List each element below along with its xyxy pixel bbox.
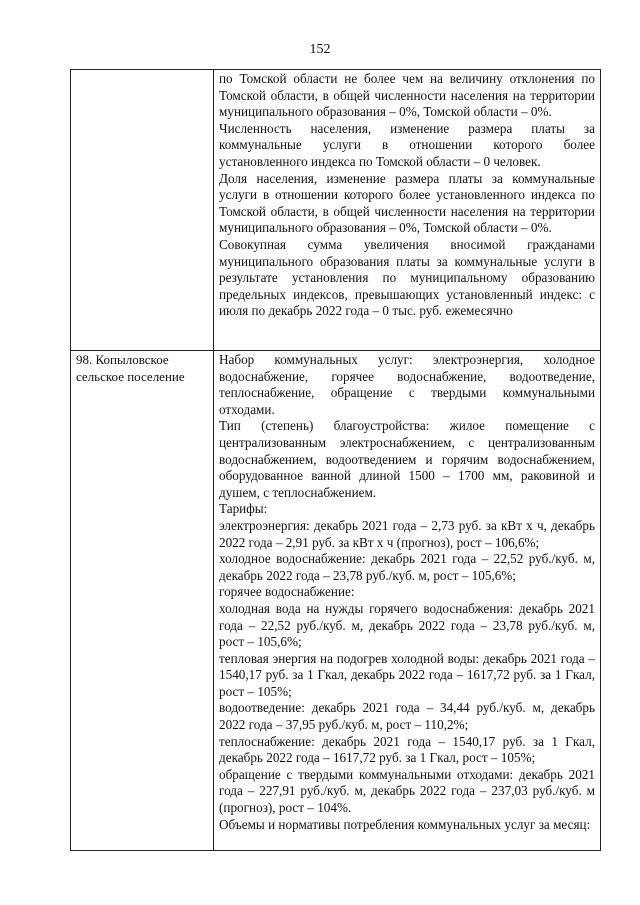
paragraph: Тип (степень) благоустройства: жилое помещение с централизованным электроснабжением, с централизованным водоснабжением, водоотведением и горячим водоснабжением, оборудованное ванной длиной 1500 – 1700 мм, раковиной и душем, с теплоснабжением.	[219, 418, 595, 500]
document-table	[70, 69, 601, 851]
paragraph: Численность населения, изменение размера платы за коммунальные услуги в отношении которого более установленного индекса по Томской области – 0 человек.	[219, 120, 595, 169]
table-row	[71, 70, 601, 351]
paragraph: холодная вода на нужды горячего водоснабжения: декабрь 2021 года – 22,52 руб./куб. м, декабрь 2022 года – 23,78 руб./куб. м, рост – 105,6%;	[219, 600, 595, 650]
paragraph: Тарифы:	[219, 501, 268, 517]
municipality-cell: 98. Копыловское сельское поселение	[71, 351, 214, 851]
paragraph: водоотведение: декабрь 2021 года – 34,44 руб./куб. м, декабрь 2022 года – 37,95 руб./куб. м, рост – 110,2%;	[219, 700, 595, 733]
description-cell	[214, 351, 601, 851]
paragraph: Доля населения, изменение размера платы за коммунальные услуги в отношении которого более установленного индекса по Томской области, в общей численности населения на территории муниципального образования – 0%, Томской области – 0%.	[219, 170, 595, 236]
paragraph: обращение с твердыми коммунальными отходами: декабрь 2021 года – 227,91 руб./куб. м, декабрь 2022 года – 237,03 руб./куб. м (прогноз), рост – 104%.	[219, 766, 595, 816]
municipality-cell	[71, 70, 214, 351]
paragraph: теплоснабжение: декабрь 2021 года – 1540,17 руб. за 1 Гкал, декабрь 2022 года – 1617,72 руб. за 1 Гкал, рост – 105%;	[219, 733, 595, 766]
description-cell	[214, 70, 601, 351]
paragraph: холодное водоснабжение: декабрь 2021 года – 22,52 руб./куб. м, декабрь 2022 года – 23,78 руб./куб. м, рост – 105,6%;	[219, 551, 595, 583]
paragraph: Объемы и нормативы потребления коммунальных услуг за месяц:	[219, 816, 591, 832]
paragraph: по Томской области не более чем на величину отклонения по Томской области, в общей численности населения на территории муниципального образования – 0%, Томской области – 0%.	[219, 71, 595, 120]
paragraph: электроэнергия: декабрь 2021 года – 2,73 руб. за кВт х ч, декабрь 2022 года – 2,91 руб. за кВт х ч (прогноз), рост – 106,6%;	[219, 517, 595, 550]
paragraph: Совокупная сумма увеличения вносимой гражданами муниципального образования платы за коммунальные услуги в результате установления по муниципальному образованию предельных индексов, превышающих установленный индекс: с июля по декабрь 2022 года – 0 тыс. руб. ежемесячно	[219, 236, 595, 319]
page-number: 152	[309, 42, 331, 57]
table-row	[71, 351, 601, 851]
paragraph: Набор коммунальных услуг: электроэнергия, холодное водоснабжение, горячее водоснабжение, водоотведение, теплоснабжение, обращение с твердыми коммунальными отходами.	[219, 352, 595, 417]
paragraph: горячее водоснабжение:	[219, 584, 355, 600]
paragraph: тепловая энергия на подогрев холодной воды: декабрь 2021 года – 1540,17 руб. за 1 Гкал, декабрь 2022 года – 1617,72 руб. за 1 Гкал, рост – 105%;	[219, 650, 595, 699]
